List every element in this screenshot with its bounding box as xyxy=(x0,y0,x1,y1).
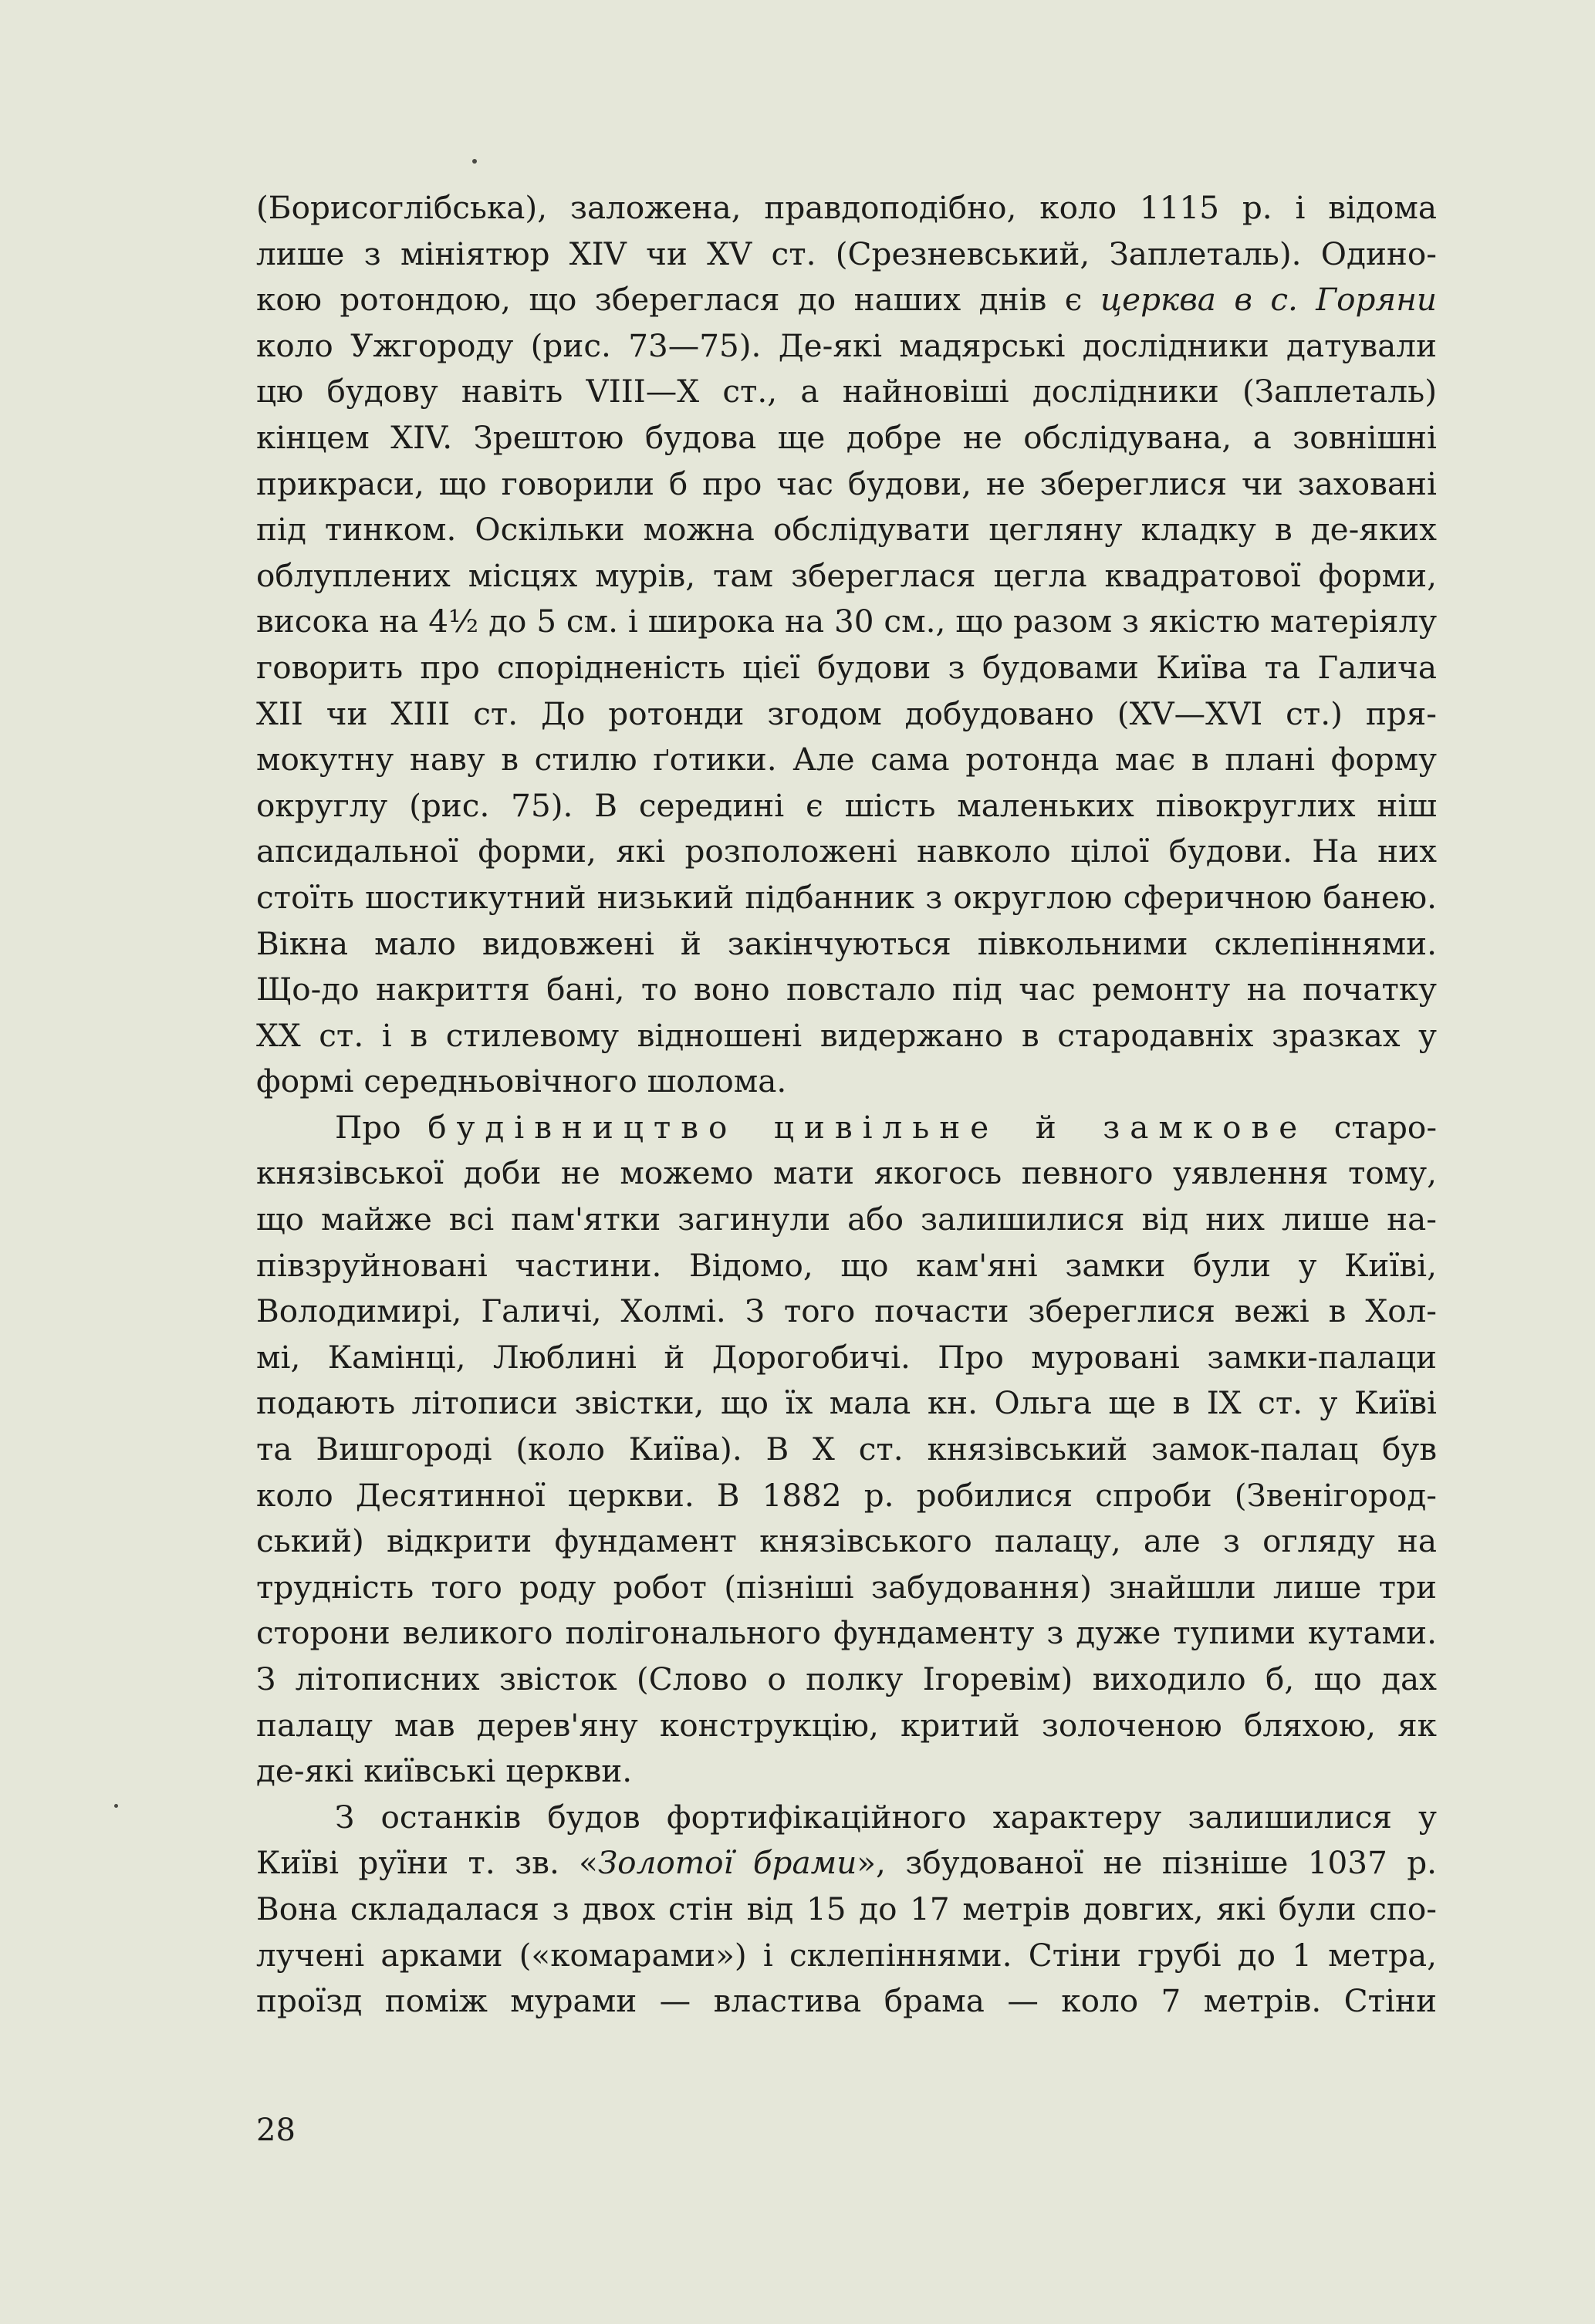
text-line: Вікна мало видовжені й закінчуються півкольними склепіннями. xyxy=(256,924,1437,962)
text-line: проїзд поміж мурами — властива брама — коло 7 метрів. Стіни xyxy=(256,1982,1437,2020)
text-line: облуплених місцях мурів, там збереглася цегла квадратової форми, xyxy=(256,556,1437,594)
italic-term: церква в с. Горяни xyxy=(1100,281,1437,319)
text-line xyxy=(256,277,1437,323)
text-segment: старо- xyxy=(1307,1108,1437,1146)
text-segment: », збудованої не пізніше 1037 р. xyxy=(857,1844,1437,1882)
paragraph-3 xyxy=(256,1795,1437,2025)
body-text xyxy=(256,185,1437,2025)
text-line: апсидальної форми, які розположені навколо цілої будови. На них xyxy=(256,833,1437,870)
text-line: XX ст. і в стилевому відношені видержано в стародавніх зразках у xyxy=(256,1016,1437,1054)
text-line: під тинком. Оскільки можна обслідувати цегляну кладку в де-яких xyxy=(256,511,1437,549)
text-line: князівської доби не можемо мати якогось певного уявлення тому, xyxy=(256,1154,1437,1192)
paragraph-2 xyxy=(256,1105,1437,1795)
text-line: трудність того роду робот (пізніші забудовання) знайшли лише три xyxy=(256,1568,1437,1606)
text-line: говорить про спорідненість цієї будови з будовами Київа та Галича xyxy=(256,648,1437,686)
text-line: де-які київські церкви. xyxy=(256,1752,633,1790)
text-line: що майже всі пам'ятки загинули або залишилися від них лише на- xyxy=(256,1201,1437,1238)
text-line: стоїть шостикутний низький підбанник з округлою сферичною банею. xyxy=(256,878,1437,916)
text-line: коло Ужгороду (рис. 73—75). Де-які мадярські дослідники датували xyxy=(256,326,1437,364)
text-line xyxy=(256,1840,1437,1887)
spaced-emphasis: будівництво цивільне й замкове xyxy=(427,1108,1308,1146)
text-line: прикраси, що говорили б про час будови, не збереглися чи заховані xyxy=(256,464,1437,502)
text-line: сторони великого полігонального фундаменту з дуже тупими кутами. xyxy=(256,1614,1437,1652)
text-line: висока на 4½ до 5 см. і широка на 30 см., що разом з якістю матеріялу xyxy=(256,603,1438,640)
text-line: формі середньовічного шолома. xyxy=(256,1062,787,1100)
text-line: З останків будов фортифікаційного характеру залишилися у xyxy=(335,1798,1437,1836)
text-line: (Борисоглібська), заложена, правдоподібно, коло 1115 р. і відома xyxy=(256,189,1437,226)
text-segment: кою ротондою, що збереглася до наших днів є xyxy=(256,281,1100,319)
text-line: лучені арками («комарами») і склепіннями. Стіни грубі до 1 метра, xyxy=(256,1936,1437,1974)
text-line: палацу мав дерев'яну конструкцію, критий золоченою бляхою, як xyxy=(256,1706,1437,1744)
text-line: Вона складалася з двох стін від 15 до 17 метрів довгих, які були спо- xyxy=(256,1890,1437,1927)
text-line: Володимирі, Галичі, Холмі. З того почасти збереглися вежі в Хол- xyxy=(256,1292,1437,1330)
text-line: мі, Камінці, Люблині й Дорогобичі. Про муровані замки-палаци xyxy=(256,1338,1437,1376)
text-line: подають літописи звістки, що їх мала кн. Ольга ще в IX ст. у Київі xyxy=(256,1384,1437,1422)
text-line: кінцем XIV. Зрештою будова ще добре не обслідувана, а зовнішні xyxy=(256,418,1437,456)
text-line: Що-до накриття бані, то воно повстало під час ремонту на початку xyxy=(256,971,1437,1008)
print-speck xyxy=(114,1804,118,1808)
paragraph-1 xyxy=(256,185,1437,1105)
text-line: коло Десятинної церкви. В 1882 р. робилися спроби (Звенігород- xyxy=(256,1476,1437,1514)
text-line xyxy=(256,1105,1437,1151)
text-line: та Вишгороді (коло Київа). В X ст. князівський замок-палац був xyxy=(256,1431,1437,1468)
text-line: ський) відкрити фундамент князівського палацу, але з огляду на xyxy=(256,1522,1437,1560)
text-line: півзруйновані частини. Відомо, що кам'яні замки були у Київі, xyxy=(256,1246,1437,1284)
text-segment: Київі руїни т. зв. « xyxy=(256,1844,598,1882)
text-segment: Про xyxy=(335,1108,428,1146)
page-number: 28 xyxy=(256,2113,296,2148)
text-line: округлу (рис. 75). В середині є шість маленьких півокруглих ніш xyxy=(256,786,1437,824)
text-line: цю будову навіть VIII—X ст., а найновіші дослідники (Заплеталь) xyxy=(256,373,1437,410)
italic-term: Золотої брами xyxy=(597,1844,857,1882)
text-line: З літописних звісток (Слово о полку Ігоревім) виходило б, що дах xyxy=(256,1660,1437,1697)
text-line: мокутну наву в стилю ґотики. Але сама ротонда має в плані форму xyxy=(256,741,1437,779)
text-line: лише з мініятюр XIV чи XV ст. (Срезневський, Заплеталь). Одино- xyxy=(256,235,1437,272)
text-line: XII чи XIII ст. До ротонди згодом добудовано (XV—XVI ст.) пря- xyxy=(256,694,1437,732)
print-speck xyxy=(472,159,477,164)
